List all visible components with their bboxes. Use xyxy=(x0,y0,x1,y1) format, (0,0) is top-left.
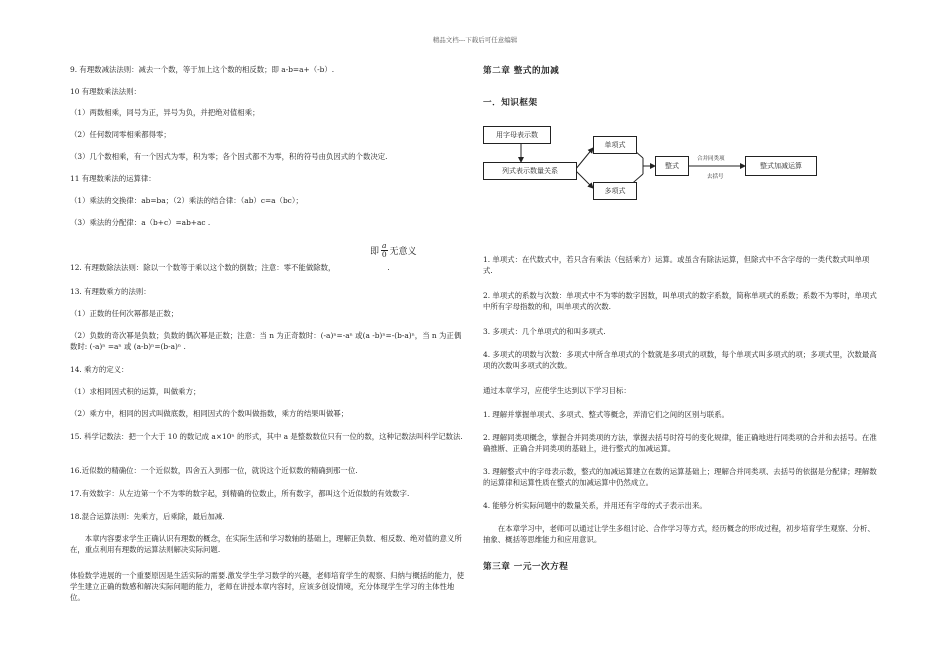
significant-figures: 17.有效数字：从左边第一个不为零的数字起，到精确的位数止，所有数字，都叫这个近似数的有效数字. xyxy=(70,489,410,498)
def-monomial: 1. 单项式：在代数式中，若只含有乘法（包括乘方）运算。或虽含有除法运算，但除式中不含字母的一类代数式叫单项式. xyxy=(483,255,870,275)
power-rules-heading: 13. 有理数乘方的法则： xyxy=(70,287,151,296)
learning-goal-1: 1. 理解并掌握单项式、多项式、整式等概念，弄清它们之间的区别与联系。 xyxy=(483,410,729,419)
chapter-2-title: 第二章 整式的加减 xyxy=(483,66,560,76)
rule-subtraction: 9. 有理数减法法则：减去一个数，等于加上这个数的相反数；即 a-b=a+（-b）. xyxy=(70,65,335,74)
learning-goal-3: 3. 理解整式中的字母表示数，整式的加减运算建立在数的运算基础上；理解合并同类项、去括号的依据是分配律；理解数的运算律和运算性质在整式的加减运算中仍然成立。 xyxy=(483,467,877,487)
def-monomial-degree: 2. 单项式的系数与次数：单项式中不为零的数字因数，叫单项式的数字系数，简称单项式的系数；系数不为零时，单项式中所有字母指数的和，叫单项式的次数. xyxy=(483,291,877,311)
power-rules-1: （1）正数的任何次幂都是正数； xyxy=(70,309,179,318)
power-rules-2: （2）负数的奇次幂是负数；负数的偶次幂是正数；注意：当 n 为正奇数时：(-a)ⁿ=-aⁿ 或(a -b)ⁿ=-(b-a)ⁿ，当 n 为正偶数时: (-a)ⁿ =aⁿ 或 (a-b)ⁿ=(b-a)ⁿ . xyxy=(70,331,462,351)
rule-multiplication-3: （3）几个数相乘，有一个因式为零，积为零；各个因式都不为零，积的符号由负因式的个数决定. xyxy=(70,152,388,161)
def-polynomial: 3. 多项式：几个单项式的和叫多项式. xyxy=(483,327,606,336)
chapter-summary-2: 体验数学进展的一个重要原因是生活实际的需要.激发学生学习数学的兴趣，老师培育学生的观察、归纳与概括的能力，使学生建立正确的数感和解决实际问题的能力，老师在讲授本章内容时，应该多创设情境，充分体现学生学习的主体性地位。 xyxy=(70,571,465,602)
def-polynomial-degree: 4. 多项式的项数与次数：多项式中所含单项式的个数就是多项式的项数，每个单项式叫多项式的项；多项式里，次数最高项的次数叫多项式的次数。 xyxy=(483,350,877,370)
learning-goal-4: 4. 能够分析实际问题中的数量关系，并用还有字母的式子表示出来。 xyxy=(483,501,707,510)
formula-suffix: 无意义 xyxy=(389,247,417,257)
teaching-note: 在本章学习中，老师可以通过让学生多组讨论、合作学习等方式，经历概念的形成过程，初步培育学生观察、分析、抽象、概括等思维能力和应用意识。 xyxy=(483,524,875,544)
box-letters-represent-numbers: 用字母表示数 xyxy=(483,126,551,144)
rule-multiplication-2: （2）任何数同零相乘都得零； xyxy=(70,130,171,139)
box-integral-expression: 整式 xyxy=(655,156,689,176)
power-definition-heading: 14. 乘方的定义： xyxy=(70,365,129,374)
box-monomial: 单项式 xyxy=(593,136,637,154)
formula-denominator: 0 xyxy=(381,250,387,259)
rule-multiplication-1: （1）两数相乘，同号为正，异号为负，并把绝对值相乘； xyxy=(70,108,260,117)
scientific-notation: 15. 科学记数法：把一个大于 10 的数记成 a×10ⁿ 的形式，其中 a 是整数数位只有一位的数，这种记数法叫科学记数法. xyxy=(70,432,463,441)
box-quantity-relations: 列式表示数量关系 xyxy=(483,162,577,180)
multiplication-laws-1: （1）乘法的交换律：ab=ba；（2）乘法的结合律：（ab）c=a（bc）； xyxy=(70,196,303,205)
learning-goals-heading: 通过本章学习，应使学生达到以下学习目标： xyxy=(483,386,631,395)
page-header: 精品文档---下载后可任意编辑 xyxy=(432,36,518,44)
knowledge-diagram xyxy=(483,118,878,238)
power-definition-2: （2）乘方中，相同的因式叫做底数，相同因式的个数叫做指数，乘方的结果叫做幂； xyxy=(70,409,349,418)
formula-fraction xyxy=(381,242,387,259)
formula-prefix: 即 xyxy=(370,247,380,257)
knowledge-framework-heading: 一．知识框架 xyxy=(483,98,538,108)
multiplication-laws-2: （3）乘法的分配律：a（b+c）=ab+ac . xyxy=(70,218,211,227)
learning-goal-2: 2. 理解同类项概念，掌握合并同类项的方法，掌握去括号时符号的变化规律，能正确地进行同类项的合并和去括号。在准确推断、正确合并同类项的基础上，进行整式的加减运算。 xyxy=(483,433,877,453)
power-definition-1: （1）求相同因式积的运算，叫做乘方； xyxy=(70,387,201,396)
multiplication-laws-heading: 11 有理数乘法的运算律： xyxy=(70,174,156,183)
rule-multiplication-heading: 10 有理数乘法法则： xyxy=(70,87,141,96)
chapter-3-title: 第三章 一元一次方程 xyxy=(483,562,569,572)
approximate-number: 16.近似数的精确位：一个近似数，四舍五入到那一位，就说这个近似数的精确到那一位. xyxy=(70,466,358,475)
chapter-summary-1: 本章内容要求学生正确认识有理数的概念，在实际生活和学习数轴的基础上，理解正负数、相反数、绝对值的意义所在，重点利用有理数的运算法则解决实际问题. xyxy=(70,534,462,554)
box-polynomial: 多项式 xyxy=(593,182,637,200)
rule-division-text: 12. 有理数除法法则：除以一个数等于乘以这个数的倒数；注意：零不能做除数， xyxy=(70,263,336,272)
rule-division xyxy=(70,262,465,273)
arrow-label-combine-like-terms: 合并同类项 xyxy=(697,156,725,162)
arrow-label-remove-brackets: 去括号 xyxy=(707,174,724,180)
box-addition-subtraction: 整式加减运算 xyxy=(745,156,817,176)
division-formula xyxy=(370,242,417,259)
mixed-operations: 18.混合运算法则：先乘方，后乘除，最后加减. xyxy=(70,512,225,521)
rule-division-end: . xyxy=(387,263,390,272)
formula-numerator: a xyxy=(382,241,387,250)
